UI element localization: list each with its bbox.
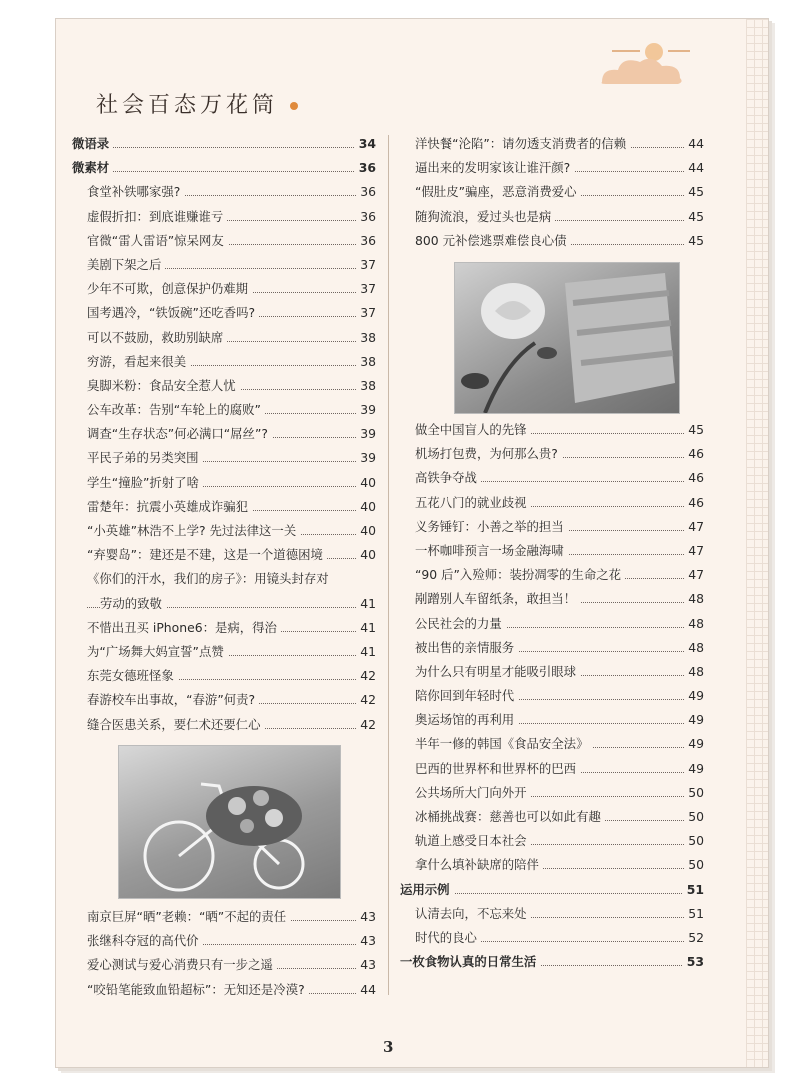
toc-entry[interactable] [72,229,384,253]
toc-entry-page: 37 [356,277,376,301]
toc-entry-page: 40 [356,519,376,543]
toc-entry[interactable] [72,253,384,277]
toc-entry-title: 张继科夺冠的高代价 [87,933,203,948]
toc-entry-page: 52 [684,926,704,950]
toc-entry[interactable] [72,495,384,519]
toc-entry-page: 36 [356,205,376,229]
toc-entry-title: 义务锤钉：小善之举的担当 [415,519,568,534]
toc-entry-page: 50 [684,805,704,829]
toc-entry-title: 被出售的亲情服务 [415,640,518,655]
toc-entry[interactable] [400,950,712,974]
toc-entry[interactable] [400,853,712,877]
toc-entry-title: 《你们的汗水，我们的房子》：用镜头封存对 [87,571,333,586]
toc-entry-page: 50 [684,781,704,805]
toc-entry[interactable] [72,905,384,929]
toc-entry[interactable] [72,978,384,1002]
toc-entry-title: 微语录 [72,136,113,151]
toc-entry-title: 奥运场馆的再利用 [415,712,518,727]
toc-entry-title: 巴西的世界杯和世界杯的巴西 [415,761,580,776]
toc-entry-title: 五花八门的就业歧视 [415,495,531,510]
toc-entry-page: 38 [356,350,376,374]
toc-entry-page: 41 [356,640,376,664]
toc-entry-title: 可以不鼓励，救助别缺席 [87,330,227,345]
toc-entry[interactable] [400,539,712,563]
toc-entry-title: 高铁争夺战 [415,470,481,485]
toc-entry-page: 45 [684,229,704,253]
toc-entry-page: 50 [684,829,704,853]
toc-entry-title: 爱心测试与爱心消费只有一步之遥 [87,957,277,972]
toc-entry[interactable] [72,132,384,156]
toc-entry-title: 臭脚米粉：食品安全惹人忧 [87,378,240,393]
toc-entry-title: 剐蹭别人车留纸条，敢担当！ [415,591,580,606]
toc-entry[interactable] [72,543,384,567]
toc-entry[interactable] [72,398,384,422]
toc-entry-page: 37 [356,301,376,325]
toc-entry-page: 42 [356,688,376,712]
toc-entry-title: “假肚皮”骗座，恶意消费爱心 [415,184,581,199]
toc-entry-page: 36 [356,180,376,204]
toc-entry[interactable] [72,180,384,204]
toc-entry[interactable] [72,301,384,325]
toc-entry-page: 43 [356,905,376,929]
toc-entry-page: 40 [356,471,376,495]
toc-entry-page: 46 [684,442,704,466]
toc-entry[interactable] [72,592,384,616]
toc-entry-page: 49 [684,708,704,732]
toc-entry-page: 39 [356,422,376,446]
toc-entry-page: 51 [683,878,704,902]
toc-entry[interactable] [400,757,712,781]
toc-entry-page: 42 [356,664,376,688]
toc-entry[interactable] [72,640,384,664]
toc-entry[interactable] [72,374,384,398]
toc-entry-title: 800 元补偿逃票难偿良心债 [415,233,571,248]
toc-entry[interactable] [72,953,384,977]
toc-entry-title: 运用示例 [400,882,454,897]
toc-entry-page: 46 [684,491,704,515]
toc-left-bottom [72,905,384,1002]
toc-entry-page: 39 [356,398,376,422]
page-title [96,88,310,119]
toc-entry-title: 学生“撞脸”折射了啥 [87,475,203,490]
toc-entry-title: 穷游，看起来很美 [87,354,190,369]
toc-entry-title: 东莞女德班怪象 [87,668,178,683]
toc-entry-page: 50 [684,853,704,877]
toc-entry[interactable] [400,660,712,684]
toc-entry-title: 半年一修的韩国《食品安全法》 [415,736,592,751]
toc-entry-title: 随狗流浪，爱过头也是病 [415,209,555,224]
toc-entry-page: 47 [684,539,704,563]
toc-entry-title: 一枚食物认真的日常生活 [400,954,540,969]
toc-entry-page: 51 [684,902,704,926]
toc-entry-title: 陪你回到年轻时代 [415,688,518,703]
toc-entry[interactable] [400,442,712,466]
toc-entry-title: 食堂补铁哪家强? [87,184,184,199]
toc-entry-title: 逼出来的发明家该让谁汗颜? [415,160,574,175]
toc-entry[interactable] [400,708,712,732]
toc-entry-title: 机场打包费，为何那么贵? [415,446,562,461]
toc-entry-page: 48 [684,612,704,636]
toc-entry[interactable] [72,446,384,470]
toc-entry[interactable] [72,350,384,374]
toc-entry-title: 公民社会的力量 [415,616,506,631]
toc-entry[interactable] [400,732,712,756]
toc-entry-page: 36 [355,156,376,180]
toc-entry[interactable] [72,713,384,737]
toc-entry-page: 40 [356,543,376,567]
toc-entry[interactable] [72,326,384,350]
toc-entry-page: 38 [356,326,376,350]
toc-entry[interactable] [400,180,712,204]
page-number: 3 [383,1038,394,1056]
toc-entry-title: 平民子弟的另类突围 [87,450,203,465]
toc-entry[interactable] [400,878,712,902]
toc-entry[interactable] [400,418,712,442]
toc-entry-page: 37 [356,253,376,277]
title-dot-icon [290,102,298,110]
toc-entry-title: 轨道上感受日本社会 [415,833,531,848]
toc-entry[interactable] [72,422,384,446]
toc-entry-page: 47 [684,515,704,539]
toc-entry-page: 48 [684,660,704,684]
toc-entry-page: 45 [684,418,704,442]
toc-entry[interactable] [400,205,712,229]
toc-entry-title: 为什么只有明星才能吸引眼球 [415,664,580,679]
toc-entry-title: 冰桶挑战赛：慈善也可以如此有趣 [415,809,605,824]
toc-entry[interactable] [400,781,712,805]
toc-entry-title: 洋快餐“沦陷”：请勿透支消费者的信赖 [415,136,630,151]
toc-entry-page: 44 [356,978,376,1002]
toc-entry-page: 45 [684,205,704,229]
toc-entry-title: 一杯咖啡预言一场金融海啸 [415,543,568,558]
toc-entry-page: 48 [684,587,704,611]
toc-entry-page: 49 [684,684,704,708]
toc-entry-title: 调查“生存状态”何必满口“屌丝”? [87,426,272,441]
toc-entry[interactable] [400,563,712,587]
toc-entry[interactable] [72,471,384,495]
toc-entry-title: 公共场所大门向外开 [415,785,531,800]
toc-entry-title: “小英雄”林浩不上学? 先过法律这一关 [87,523,300,538]
toc-entry-title: 雷楚年：抗震小英雄成诈骗犯 [87,499,252,514]
toc-entry-page: 40 [356,495,376,519]
toc-entry-page: 44 [684,156,704,180]
cloud-sun-decoration [592,38,702,88]
toc-entry[interactable] [400,229,712,253]
toc-entry[interactable] [400,515,712,539]
bicycle-flowers-photo [118,745,341,899]
toc-entry[interactable] [400,902,712,926]
toc-left-column [72,132,384,737]
toc-entry-title: “90 后”入殓师：装扮凋零的生命之花 [415,567,625,582]
toc-entry[interactable] [72,277,384,301]
toc-entry[interactable] [72,929,384,953]
toc-entry-title: 为“广场舞大妈宣誓”点赞 [87,644,228,659]
toc-entry-title: 认清去向，不忘来处 [415,906,531,921]
toc-entry[interactable] [72,664,384,688]
toc-entry-page: 34 [355,132,376,156]
toc-entry-title: 做全中国盲人的先锋 [415,422,531,437]
toc-entry-page: 43 [356,929,376,953]
toc-entry[interactable] [400,156,712,180]
toc-entry[interactable] [72,519,384,543]
toc-entry-page: 41 [356,616,376,640]
toc-entry-title: 时代的良心 [415,930,481,945]
toc-entry[interactable] [72,156,384,180]
toc-entry-title: 虚假折扣：到底谁赚谁亏 [87,209,227,224]
toc-entry-title: 拿什么填补缺席的陪伴 [415,857,543,872]
toc-entry-title: 劳动的致敬 [100,596,166,611]
toc-entry-title: 少年不可欺，创意保护仍难期 [87,281,252,296]
toc-entry-title: 公车改革：告别“车轮上的腐败” [87,402,265,417]
toc-entry[interactable] [400,466,712,490]
toc-entry-title: 官微“雷人雷语”惊呆网友 [87,233,228,248]
toc-entry-page: 49 [684,732,704,756]
toc-entry-page: 39 [356,446,376,470]
toc-entry[interactable] [400,491,712,515]
toc-entry[interactable] [72,616,384,640]
toc-entry-page: 43 [356,953,376,977]
toc-entry-title: 春游校车出事故，“春游”何责? [87,692,259,707]
toc-entry-page: 46 [684,466,704,490]
toc-entry[interactable] [72,567,384,591]
toc-entry-page: 49 [684,757,704,781]
toc-right-column [400,418,712,974]
toc-right-top [400,132,712,253]
column-divider [388,135,389,995]
toc-entry-page: 42 [356,713,376,737]
toc-entry[interactable] [400,132,712,156]
toc-entry[interactable] [400,926,712,950]
toc-entry[interactable] [400,612,712,636]
toc-entry[interactable] [400,636,712,660]
toc-entry-title: “弃婴岛”：建还是不建，这是一个道德困境 [87,547,327,562]
toc-entry-title: 不惜出丑买 iPhone6：是病，得治 [87,620,281,635]
title-text: 社会百态万花筒 [96,93,279,118]
toc-entry-page: 47 [684,563,704,587]
toc-entry-page: 41 [356,592,376,616]
toc-entry[interactable] [400,805,712,829]
toc-entry[interactable] [72,688,384,712]
toc-entry-page: 45 [684,180,704,204]
toc-entry[interactable] [400,684,712,708]
toc-entry-title: “咬铅笔能致血铅超标”：无知还是冷漠? [87,982,309,997]
rose-gift-photo [454,262,680,414]
toc-entry-title: 微素材 [72,160,113,175]
toc-entry-page: 36 [356,229,376,253]
toc-entry[interactable] [400,829,712,853]
toc-entry[interactable] [400,587,712,611]
toc-entry-page: 48 [684,636,704,660]
toc-entry[interactable] [72,205,384,229]
toc-entry-title: 美剧下架之后 [87,257,165,272]
toc-entry-page: 53 [683,950,704,974]
page-edge-grid [746,19,768,1067]
toc-entry-title: 缝合医患关系，要仁术还要仁心 [87,717,264,732]
toc-entry-page: 38 [356,374,376,398]
toc-entry-title: 南京巨屏“晒”老赖：“晒”不起的责任 [87,909,290,924]
toc-entry-page: 44 [684,132,704,156]
toc-entry-title: 国考遇冷，“铁饭碗”还吃香吗? [87,305,259,320]
